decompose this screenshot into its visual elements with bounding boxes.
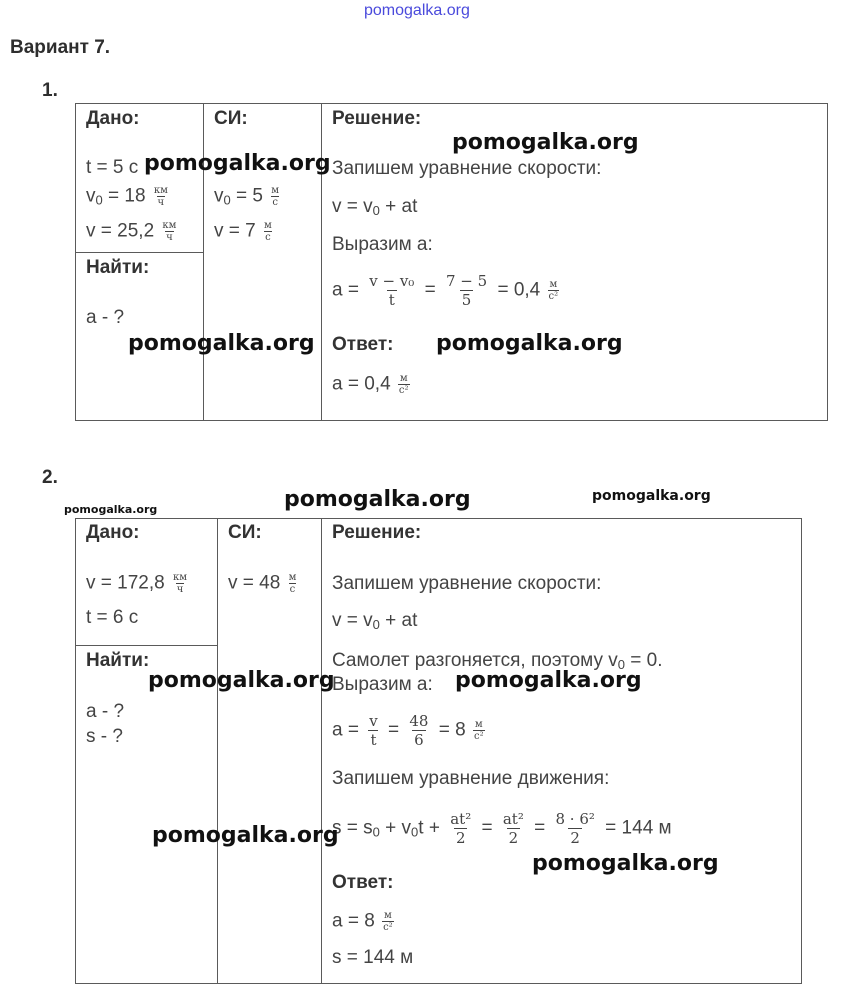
task-2-si-v: v = 48 $\frac{м}{с}$ bbox=[228, 572, 297, 595]
task-1-step-3: Выразим a: bbox=[332, 234, 433, 255]
task-2-find-s: s - ? bbox=[86, 726, 123, 747]
page-title: Вариант 7. bbox=[10, 37, 111, 58]
task-1-number: 1. bbox=[42, 80, 58, 101]
task-1-given-title: Дано: bbox=[86, 108, 140, 129]
task-2-find-a: a - ? bbox=[86, 701, 125, 722]
task-1-find-a: a - ? bbox=[86, 307, 125, 328]
watermark: pomogalka.org bbox=[436, 331, 623, 356]
watermark: pomogalka.org bbox=[148, 668, 335, 693]
task-2-given-title: Дано: bbox=[86, 522, 140, 543]
task-2-step-1: Запишем уравнение скорости: bbox=[332, 573, 602, 594]
task-1-given-t: t = 5 с bbox=[86, 157, 139, 178]
task-2-formula-1: a = $\frac{v}{t}$ = $\frac{48}{6}$ = 8 $\frac{м}{\text{с²}}$ bbox=[332, 712, 484, 749]
task-2-number: 2. bbox=[42, 467, 58, 488]
task-1-solution-title: Решение: bbox=[332, 108, 422, 129]
watermark: pomogalka.org bbox=[152, 823, 339, 848]
watermark: pomogalka.org bbox=[455, 668, 642, 693]
task-1-si-v0: $v_0 = 5$ $\frac{м}{с}$ bbox=[214, 185, 280, 208]
task-1-find-title: Найти: bbox=[86, 257, 150, 278]
watermark: pomogalka.org bbox=[144, 151, 331, 176]
task-2-answer-s: s = 144 м bbox=[332, 947, 414, 968]
task-1-answer: a = 0,4 $\frac{м}{\text{с²}}$ bbox=[332, 373, 409, 396]
task-2-given-t: t = 6 с bbox=[86, 607, 139, 628]
task-1-given-v: v = 25,2 $\frac{км}{ч}$ bbox=[86, 220, 177, 243]
task-2-step-2: $v = v_0$ + at bbox=[332, 610, 418, 632]
task-2-answer-a: a = 8 $\frac{м}{\text{с²}}$ bbox=[332, 910, 393, 933]
task-2-si-title: СИ: bbox=[228, 522, 262, 543]
task-1-formula: a = $\frac{\text{v − v₀}}{t}$ = $\frac{7 - 5}{5}$ = 0,4 $\frac{м}{\text{с²}}$ bbox=[332, 272, 559, 309]
task-2-step-5: Запишем уравнение движения: bbox=[332, 768, 610, 789]
task-2-solution-title: Решение: bbox=[332, 522, 422, 543]
task-2-step-4: Выразим a: bbox=[332, 674, 433, 695]
watermark: pomogalka.org bbox=[532, 851, 719, 876]
watermark: pomogalka.org bbox=[64, 503, 158, 516]
task-1-si-v: v = 7 $\frac{м}{с}$ bbox=[214, 220, 272, 243]
watermark: pomogalka.org bbox=[452, 130, 639, 155]
task-1-given-v0: $v_0 = 18$ $\frac{км}{ч}$ bbox=[86, 185, 168, 208]
task-2-given-v: v = 172,8 $\frac{км}{ч}$ bbox=[86, 572, 188, 595]
task-1-step-1: Запишем уравнение скорости: bbox=[332, 158, 602, 179]
task-2-answer-title: Ответ: bbox=[332, 872, 394, 893]
task-2-find-title: Найти: bbox=[86, 650, 150, 671]
watermark: pomogalka.org bbox=[128, 331, 315, 356]
task-1-si-title: СИ: bbox=[214, 108, 248, 129]
watermark: pomogalka.org bbox=[592, 488, 711, 504]
task-1-step-2: $v = v_0$ + at bbox=[332, 196, 418, 218]
watermark: pomogalka.org bbox=[284, 487, 471, 512]
task-2-step-3: Самолет разгоняется, поэтому $v_0 = 0$. bbox=[332, 650, 663, 672]
task-1-answer-title: Ответ: bbox=[332, 334, 394, 355]
task-2-formula-2: $s = s_0 + v_0t$ + $\frac{\text{at²}}{2}$ = $\frac{\text{at²}}{2}$ = $\frac{\text{8 · 6²}}{2}$ = 144 м bbox=[332, 810, 672, 847]
site-link[interactable]: pomogalka.org bbox=[364, 2, 470, 19]
